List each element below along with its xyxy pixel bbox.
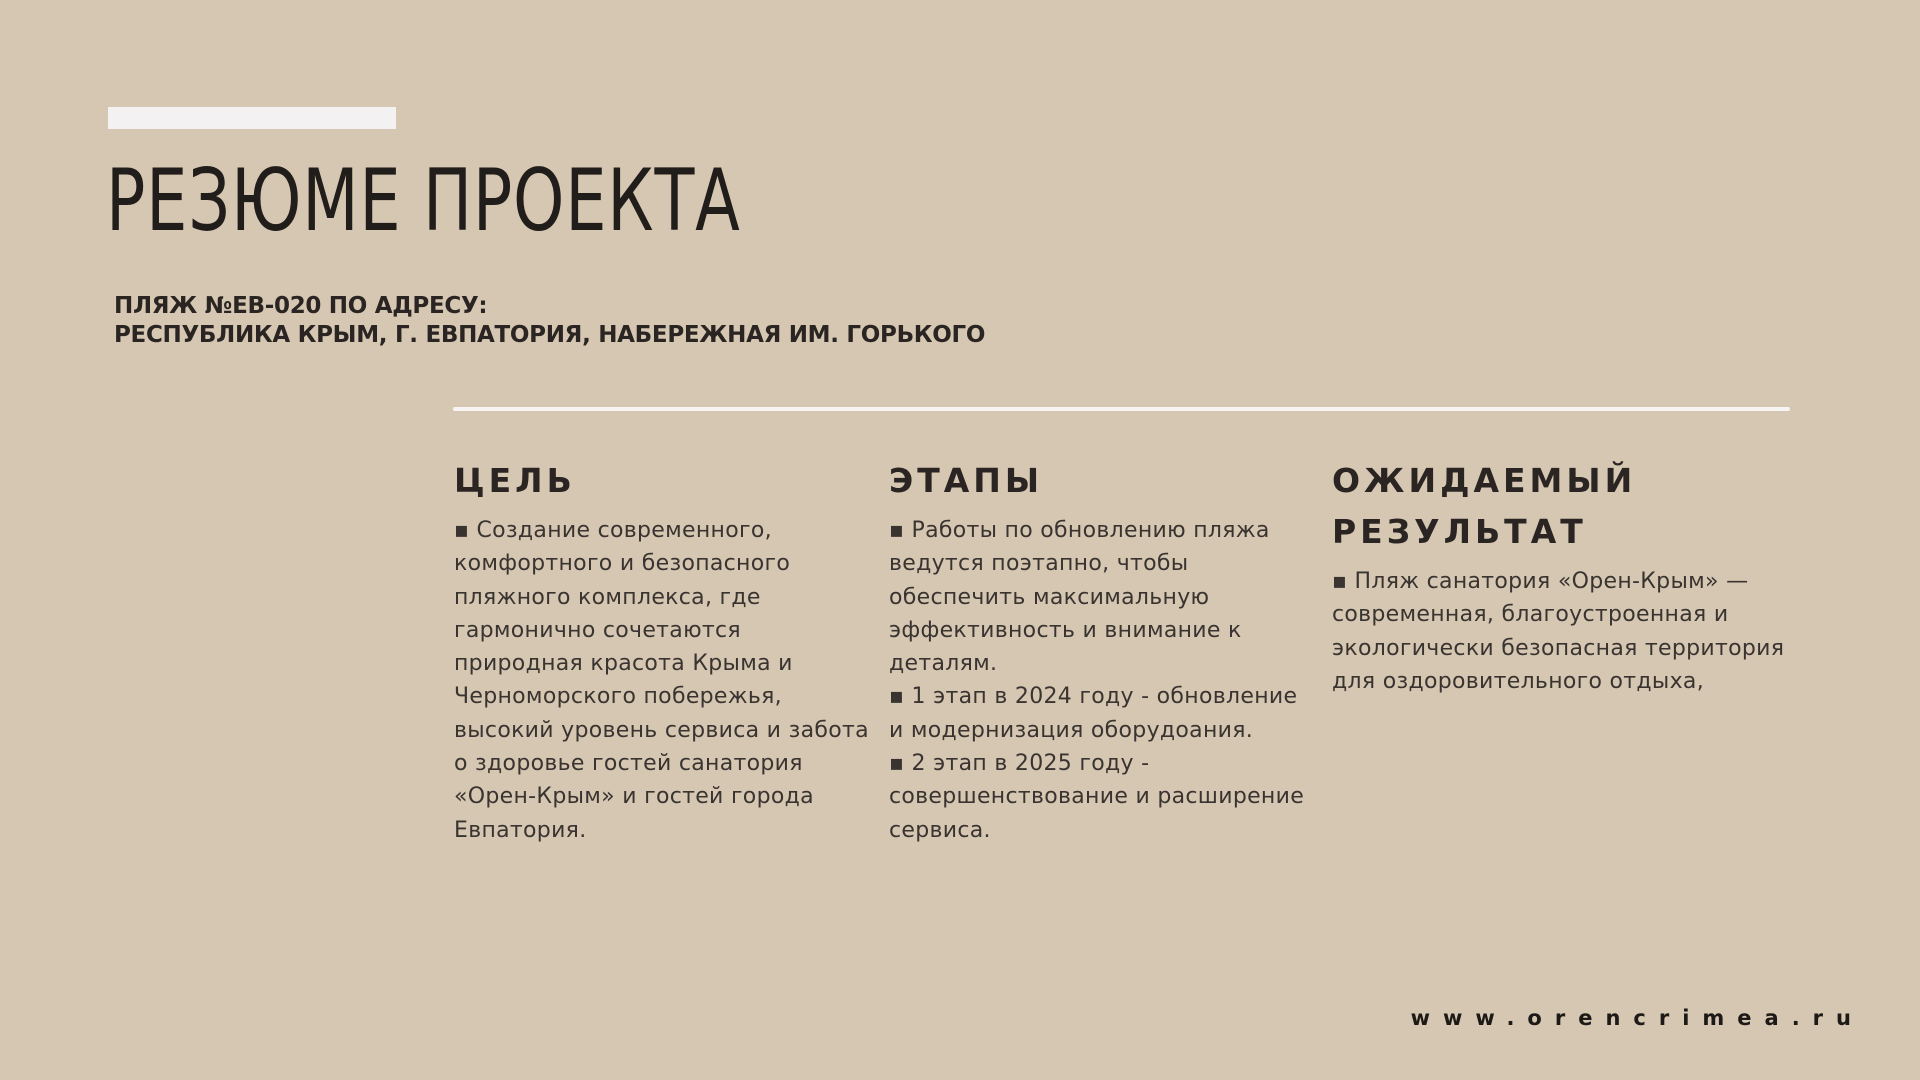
address-line-1: ПЛЯЖ №ЕВ-020 ПО АДРЕСУ: [114, 293, 488, 319]
stage-1-paragraph: ▪ 1 этап в 2024 году - обновление и модернизация оборудоания. [889, 684, 1298, 743]
website-url: www.orencrimea.ru [1410, 1006, 1864, 1030]
column-heading-stages: ЭТАПЫ [889, 461, 1044, 500]
column-heading-goal: ЦЕЛЬ [454, 461, 576, 500]
goal-paragraph: ▪ Создание современного, комфортного и безопасного пляжного комплекса, где гармонично сочетаются природная красота Крыма и Черноморского побережья, высокий уровень сервиса и забота о здоровье гостей санатория «Орен-Крым» и гостей города Евпатория. [454, 518, 869, 843]
column-body-result [1332, 565, 1822, 698]
stage-2-paragraph: ▪ 2 этап в 2025 году - совершенствование и расширение сервиса. [889, 751, 1305, 843]
column-body-stages [889, 514, 1309, 847]
column-heading-result: ОЖИДАЕМЫЙ РЕЗУЛЬТАТ [1332, 461, 1637, 551]
address-block [114, 292, 1114, 350]
column-stages [889, 455, 1309, 847]
address-line-2: РЕСПУБЛИКА КРЫМ, Г. ЕВПАТОРИЯ, НАБЕРЕЖНАЯ ИМ. ГОРЬКОГО [114, 322, 986, 348]
title-accent-bar [108, 107, 396, 129]
section-divider [453, 407, 1790, 411]
page-title: РЕЗЮМЕ ПРОЕКТА [106, 151, 741, 251]
column-expected-result [1332, 455, 1822, 698]
column-body-goal [454, 514, 874, 847]
result-paragraph: ▪ Пляж санатория «Орен-Крым» — современная, благоустроенная и экологически безопасная территория для оздоровительного отдыха, [1332, 569, 1785, 694]
column-goal [454, 455, 874, 847]
stages-intro-paragraph: ▪ Работы по обновлению пляжа ведутся поэтапно, чтобы обеспечить максимальную эффективность и внимание к деталям. [889, 518, 1270, 677]
